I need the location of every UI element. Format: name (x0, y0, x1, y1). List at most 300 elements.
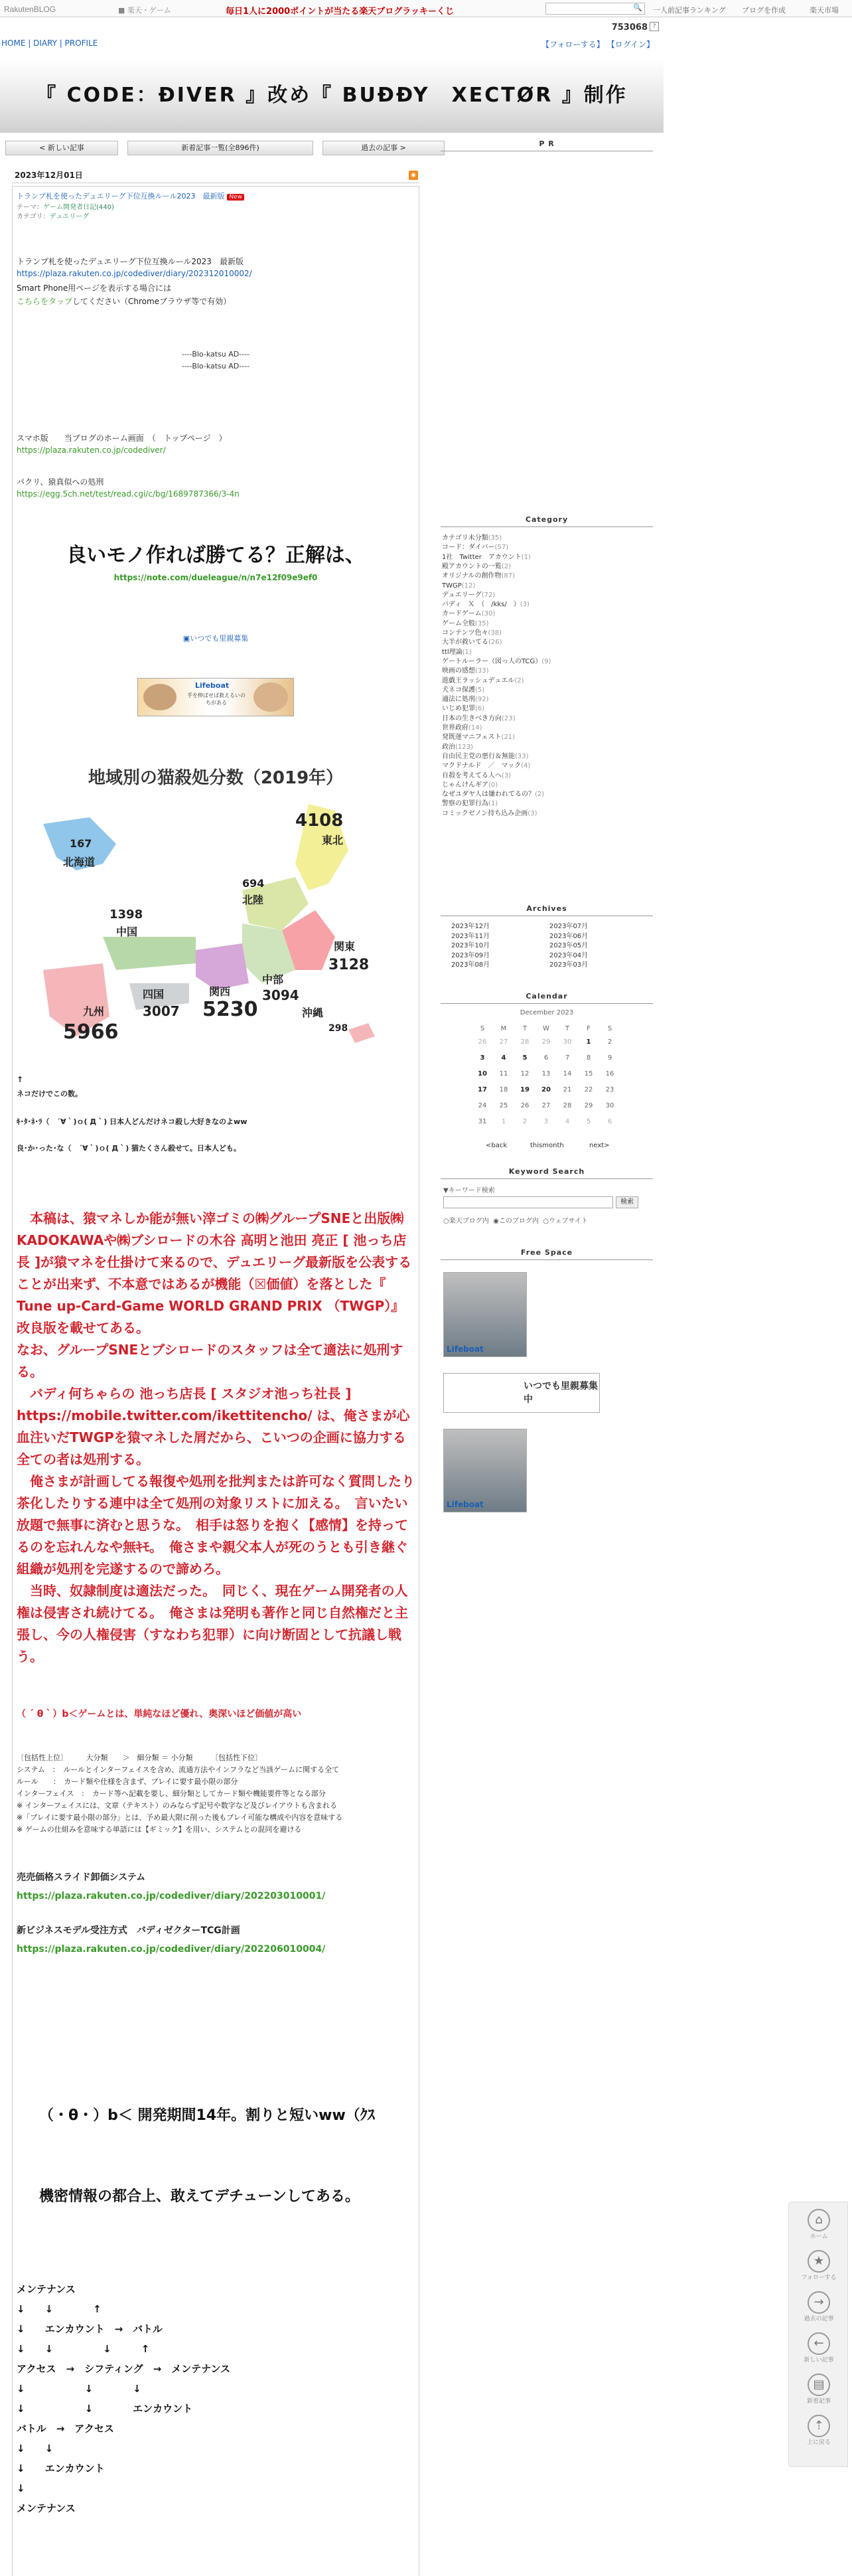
category-item[interactable] (442, 677, 653, 686)
flow-line: メンテナンス (17, 2502, 76, 2514)
calendar-day: 6 (607, 1118, 612, 1125)
calendar-day[interactable]: 4 (501, 1054, 506, 1062)
float-latest-label: 新着記事 (806, 2398, 831, 2405)
calendar-day[interactable]: 11 (499, 1070, 508, 1078)
category-name[interactable]: コミックゼノン持ち込み企画 (442, 809, 528, 817)
category-count: (2) (501, 562, 512, 570)
region-name-okinawa: 沖縄 (302, 1006, 324, 1019)
category-count: (33) (515, 752, 529, 760)
float-latest[interactable] (789, 2374, 849, 2405)
tap-link[interactable]: こちらをタップ (17, 297, 73, 306)
category-item[interactable] (442, 799, 653, 809)
archive-link[interactable]: 2023年11月 (451, 932, 490, 940)
calendar-day[interactable]: 28 (563, 1102, 572, 1109)
category-count: (2) (514, 677, 524, 684)
body-title: トランプ札を使ったデュエリーグ下位互換ルール2023 最新版 (17, 257, 244, 266)
free-space-heading: Free Space (441, 1247, 653, 1260)
biz-title: 新ビジネスモデル受注方式 バディゼクターTCG計画 (17, 1925, 240, 1936)
category-item[interactable] (442, 667, 653, 677)
ranking-link[interactable]: 一人前記事ランキング (653, 6, 726, 15)
category-count: (57) (494, 544, 509, 552)
region-name-kyushu: 九州 (83, 1005, 105, 1018)
category-name[interactable]: 自殺を考えてる人へ (442, 771, 502, 779)
cat-culling-map (17, 764, 415, 1063)
category-item[interactable] (442, 600, 653, 610)
create-blog-link[interactable]: ブログを作成 (742, 6, 786, 15)
logo-text: Rakuten (4, 5, 34, 14)
category-name[interactable]: マクドナルド ／ マック (442, 762, 522, 770)
post-list-button[interactable]: 新着記事一覧(全896件) (127, 141, 313, 155)
calendar-day[interactable]: 20 (541, 1086, 551, 1093)
category-count: (4) (521, 762, 531, 770)
archive-link[interactable]: 2023年07月 (549, 923, 589, 930)
calendar-day[interactable]: 10 (478, 1070, 487, 1078)
float-top[interactable] (789, 2415, 849, 2446)
category-count: (12) (461, 582, 476, 590)
lifeboat-banner[interactable] (137, 678, 294, 716)
category-name[interactable]: 警察の犯罪行為 (442, 800, 488, 808)
post-date-text: 2023年12月01日 (15, 171, 83, 180)
category-count: (9) (541, 657, 551, 665)
calendar-day: 30 (563, 1038, 572, 1046)
category-name[interactable]: 日本の生きべき方向 (442, 714, 502, 722)
follow-login-links[interactable]: 【フォローする】 【ログイン】 (541, 40, 655, 49)
definition-2: システム ： ルールとインターフェイスを含め、流通方法やインフラなど当該ゲームに関する全て (17, 1765, 340, 1774)
calendar-day: 28 (520, 1038, 530, 1046)
calendar-weekday: S (480, 1025, 485, 1032)
kitten-image-left (143, 684, 177, 710)
region-name-hokkaido: 北海道 (63, 856, 96, 868)
category-item[interactable] (442, 629, 653, 639)
flow-line: ↓ (17, 2482, 25, 2494)
region-value-hokuriku: 694 (242, 877, 265, 890)
category-count: (87) (501, 572, 516, 580)
category-item[interactable] (442, 591, 653, 601)
category-name[interactable]: 自由民主党の悪行＆無能 (442, 752, 515, 760)
float-older[interactable] (789, 2291, 849, 2322)
category-item[interactable] (442, 534, 653, 544)
category-count: (3) (520, 601, 530, 609)
float-newer[interactable] (789, 2332, 849, 2364)
category-item[interactable] (442, 714, 653, 724)
search-icon[interactable]: 🔍 (633, 3, 642, 12)
kitten-image-right (253, 683, 288, 712)
calendar-next[interactable]: next> (589, 1142, 610, 1149)
theme-link[interactable]: ゲーム開発者日記(440) (43, 204, 114, 211)
calendar-day[interactable]: 2 (607, 1038, 612, 1046)
top-search-input[interactable] (545, 3, 645, 15)
category-name[interactable]: デュエリーグ (442, 591, 482, 599)
region-name-kanto: 関東 (334, 940, 356, 953)
category-name[interactable]: カードゲーム (442, 610, 482, 618)
calendar-day[interactable]: 13 (541, 1070, 551, 1078)
sales-title: 売売価格スライド卸価システム (17, 1872, 146, 1883)
calendar-back[interactable]: <back (486, 1142, 508, 1149)
category-heading: Category (441, 514, 653, 527)
category-count: (5) (475, 686, 485, 694)
category-count: (38) (488, 629, 502, 637)
flow-line: アクセス → シフティング → メンテナンス (17, 2363, 230, 2375)
lifeboat-text: 手を伸ばせば救えるいのちがある (187, 692, 246, 706)
category-count: (1) (462, 648, 472, 656)
adoption-banner-sidebar[interactable] (443, 1373, 600, 1413)
calendar-day[interactable]: 15 (584, 1070, 593, 1078)
category-count: (21) (501, 734, 516, 742)
ichiba-link[interactable]: 楽天市場 (810, 6, 839, 15)
tap-line (17, 295, 231, 307)
category-name[interactable]: 犬ネコ保護 (442, 686, 475, 694)
calendar-day[interactable]: 12 (520, 1070, 530, 1078)
lifeboat-image-label-1: Lifeboat (447, 1344, 484, 1354)
arrow-right-icon: → (808, 2291, 830, 2314)
flow-line: ↓ ↓ ↓ ↑ (17, 2343, 150, 2355)
radio-web-label: ウェブサイト (548, 1218, 588, 1225)
url-link-1[interactable]: https://plaza.rakuten.co.jp/codediver/diary/202312010002/ (17, 269, 252, 278)
calendar-day: 2 (522, 1118, 528, 1125)
logo-sub: BLOG (33, 5, 56, 14)
category-name[interactable]: 世界政府 (442, 724, 468, 732)
category-count: (0) (488, 781, 498, 789)
calendar-day: 4 (565, 1118, 570, 1125)
calendar-day: 3 (543, 1118, 549, 1125)
calendar-day[interactable]: 26 (520, 1102, 530, 1109)
float-follow-label: フォローする (801, 2275, 837, 2281)
calendar-day[interactable]: 8 (586, 1054, 591, 1062)
category-count: (2) (535, 791, 545, 799)
calendar-day[interactable]: 18 (499, 1086, 508, 1093)
definition-block (17, 1752, 415, 1836)
lifeboat-label: Lifeboat (195, 681, 230, 690)
archive-link[interactable]: 2023年12月 (451, 923, 490, 930)
archive-link[interactable]: 2023年05月 (549, 942, 589, 949)
category-count: (30) (481, 610, 496, 618)
calendar-day[interactable]: 30 (605, 1102, 614, 1109)
calendar-day[interactable]: 3 (480, 1054, 485, 1062)
category-item[interactable] (442, 809, 653, 819)
float-follow[interactable] (789, 2250, 849, 2281)
top-nav-link[interactable]: ■ 楽天・ゲーム (118, 6, 171, 15)
lifeboat-cat-image-2[interactable] (443, 1429, 527, 1512)
older-post-button[interactable]: 過去の記事 > (322, 141, 445, 155)
category-item[interactable] (442, 619, 653, 629)
flow-line: バトル → アクセス (17, 2423, 114, 2435)
category-item[interactable] (442, 752, 653, 762)
blog-title[interactable]: 『 CODE：ÐIVER 』改め『 BUÐÐY XECTØR 』制作 (36, 84, 628, 107)
radio-web[interactable]: ○ (543, 1218, 549, 1225)
region-value-kyushu: 5966 (63, 1020, 119, 1044)
calendar-day: 1 (501, 1118, 506, 1125)
map-title: 地域別の猫殺処分数（2019年） (88, 768, 344, 788)
category-item[interactable] (442, 743, 653, 753)
region-name-kansai: 関西 (209, 985, 231, 998)
newer-post-button[interactable]: < 新しい記事 (5, 141, 118, 155)
broken-image-icon: ▣ (182, 634, 190, 643)
statement-para-3: バディ何ちゃらの 池っち店長 [ スタジオ池っち社長 ] https://mobile.twitter.com/ikettitencho/ は、俺さまが心血注いだTWGPを猿マネした屑だから、こいつの企画に協力する全ての者は処刑する。 (17, 1386, 410, 1467)
category-count: (14) (468, 724, 482, 732)
calendar-weekday: T (565, 1025, 570, 1032)
region-value-kanto: 3128 (328, 957, 370, 973)
definition-4: インターフェイス ： カード等へ記載を要し、細分類としてカード類や機能要件等となる部分 (17, 1789, 326, 1798)
url-link-2[interactable]: https://plaza.rakuten.co.jp/codediver/ (17, 445, 166, 455)
category-item[interactable] (442, 648, 653, 658)
biz-url[interactable]: https://plaza.rakuten.co.jp/codediver/diary/202206010004/ (17, 1944, 326, 1955)
breadcrumb[interactable]: HOME | DIARY | PROFILE (1, 39, 98, 48)
ad-line-1: ----Blo-katsu AD---- (181, 350, 250, 359)
category-name[interactable]: オリジナルの創作物 (442, 572, 502, 580)
region-name-chubu: 中部 (262, 973, 284, 986)
radio-this-blog-label: このブログ内 (498, 1218, 539, 1225)
game-quote: （ ´ θ｀）b＜ゲームとは、単純なほど優れ、奥深いほど価値が高い (17, 1709, 302, 1720)
category-name[interactable]: ゲートルーラー（図っ人のTCG） (442, 657, 542, 665)
promo-link[interactable]: 毎日1人に2000ポイントが当たる楽天ブログラッキーくじ (226, 7, 454, 17)
category-count: (23) (502, 714, 516, 722)
calendar-weekday: T (522, 1025, 528, 1032)
category-item[interactable] (442, 724, 653, 734)
category-item[interactable] (442, 553, 653, 563)
category-name[interactable]: 遊戯王ラッシュデュエル (442, 677, 515, 684)
pr-heading: P R (441, 138, 653, 151)
radio-this-blog[interactable]: ◉ (493, 1218, 499, 1225)
adoption-banner-link[interactable] (13, 633, 419, 643)
category-name[interactable]: カテゴリ未分類 (442, 534, 488, 542)
calendar-weekday: F (587, 1025, 591, 1032)
calendar-day[interactable]: 1 (586, 1038, 591, 1046)
archive-link[interactable]: 2023年06月 (549, 932, 589, 940)
definition-6: ※「プレイに要す最小限の部分」とは、予め最大限に削った後もプレイ可能な構成や内容を意味する (17, 1813, 343, 1822)
category-item[interactable] (442, 572, 653, 582)
calendar-day[interactable]: 9 (607, 1054, 612, 1062)
category-count: (92) (475, 696, 489, 704)
tap-suffix: してください（Chromeブラウザ等で有効） (72, 297, 232, 306)
category-name[interactable]: 殿アカウントの一覧 (442, 562, 502, 570)
document-icon: ▤ (808, 2374, 830, 2396)
post-body (12, 186, 419, 2576)
flow-line: メンテナンス (17, 2283, 76, 2295)
archive-link[interactable]: 2023年10月 (451, 942, 490, 949)
flow-line: ↓ ↓ ↑ (17, 2303, 102, 2315)
keyword-heading: Keyword Search (441, 1166, 653, 1179)
category-name[interactable]: じゃんけんギア (442, 781, 488, 789)
flow-line: ↓ エンカウント → バトル (17, 2323, 163, 2335)
category-name[interactable]: コンテンツ色々 (442, 629, 488, 637)
ad-block (13, 349, 419, 372)
top-bar (0, 0, 852, 17)
calendar-day: 27 (499, 1038, 508, 1046)
search-scope-radios (443, 1215, 588, 1225)
arrow-left-icon: ← (808, 2332, 830, 2355)
region-value-chubu: 3094 (262, 987, 299, 1003)
category-count: (33) (475, 667, 489, 675)
access-counter: 753068 (611, 23, 648, 33)
category-count: (123) (455, 743, 473, 751)
post-title-text[interactable]: トランプ札を使ったデュエリーグ下位互換ルール2023 最新版 (17, 192, 225, 201)
flow-line: ↓ ↓ エンカウント (17, 2403, 193, 2415)
calendar-day[interactable]: 29 (584, 1102, 593, 1109)
category-count: (72) (481, 591, 496, 599)
post-title[interactable] (17, 191, 244, 201)
float-home-label: ホーム (810, 2233, 828, 2240)
chugoku-shape (103, 937, 196, 970)
banner-alt-text[interactable]: いつでも里親募集 (190, 634, 249, 643)
region-name-hokuriku: 北陸 (242, 894, 264, 906)
category-item[interactable] (442, 638, 653, 648)
adoption-caption: いつでも里親募集中 (524, 1381, 598, 1405)
calendar-day[interactable]: 31 (478, 1118, 487, 1125)
calendar-day[interactable]: 16 (605, 1070, 614, 1078)
note-link[interactable]: https://note.com/dueleague/n/n7e12f09e9ef0 (113, 573, 318, 582)
category-name[interactable]: 1社 Twitter アカウント (442, 553, 522, 561)
definition-1: 〔包括性上位〕 大分類 ＞ 細分類 ＝ 小分類 〔包括性下位〕 (17, 1753, 262, 1762)
category-count: (35) (488, 534, 502, 542)
region-name-chugoku: 中国 (116, 926, 138, 938)
flow-line: ↓ ↓ (17, 2443, 54, 2455)
region-value-hokkaido: 167 (70, 837, 92, 850)
definition-3: ルール ： カード類や仕様を含まず、プレイに要す最小限の部分 (17, 1777, 238, 1786)
float-home[interactable] (789, 2209, 849, 2240)
category-item[interactable] (442, 582, 653, 592)
category-name[interactable]: 政治 (442, 743, 455, 751)
calendar-day: 26 (478, 1038, 487, 1046)
category-name[interactable]: 適法に処刑 (442, 696, 475, 704)
region-name-shikoku: 四国 (143, 988, 165, 1001)
calendar-day[interactable]: 25 (499, 1102, 508, 1109)
calendar-month: December 2023 (520, 1009, 574, 1016)
category-item[interactable] (442, 657, 653, 667)
archive-link[interactable]: 2023年04月 (549, 951, 589, 959)
url-link-3[interactable]: https://egg.5ch.net/test/read.cgi/c/bg/1689787366/3-4n (17, 489, 240, 499)
statement-para-5: 当時、奴隷制度は適法だった。 同じく、現在ゲーム開発者の人権は侵害され続けてる。 俺さまは発明も著作と同じ自然権だと主張し、今の人権侵害（すなわち犯罪）に向け断固として抗議し戦う。 (17, 1583, 408, 1664)
category-name[interactable]: コード：ダイバー (442, 544, 495, 552)
big-title: 良いモノ作れば勝てる？正解は、 (66, 544, 365, 567)
calendar-weekday: S (607, 1025, 612, 1032)
calendar-thismonth[interactable]: thismonth (530, 1142, 564, 1149)
category-count: (35) (475, 619, 489, 627)
calendar-day: 29 (541, 1038, 551, 1046)
new-badge: New (227, 194, 244, 201)
star-icon: ★ (808, 2250, 830, 2273)
region-value-chugoku: 1398 (109, 908, 143, 922)
arrow-up-icon: ⇡ (808, 2415, 830, 2437)
radio-rakuten[interactable]: ○ (443, 1218, 449, 1225)
archive-link[interactable]: 2023年09月 (451, 951, 490, 959)
calendar-day[interactable]: 14 (563, 1070, 572, 1078)
comment-line-2: ｷ･ﾀ･ﾈ･ﾗ（ ´∀｀)ｏ( Д｀) 日本人どんだけネコ殺し大好きなのよww (17, 1117, 248, 1126)
category-name[interactable]: ゲーム全般 (442, 619, 475, 627)
category-item[interactable] (442, 562, 653, 572)
calendar-weekday: W (543, 1025, 549, 1032)
calendar-day[interactable]: 23 (605, 1086, 614, 1093)
calendar-weekday: M (500, 1025, 507, 1032)
ad-line-2: ----Blo-katsu AD---- (181, 362, 250, 370)
category-name[interactable]: 映画の感想 (442, 667, 475, 675)
rakuten-logo[interactable] (4, 3, 56, 14)
counter-info-icon[interactable]: ? (650, 22, 659, 31)
definition-5: ※ インターフェイスには、文章（テキスト）のみならず記号や数字など及びレイアウトも含まれる (17, 1801, 337, 1810)
category-item[interactable] (442, 762, 653, 771)
keyword-input[interactable] (443, 1196, 613, 1208)
category-item[interactable] (442, 771, 653, 781)
category-name[interactable]: 大半が救いてる (442, 639, 488, 647)
post-theme (17, 201, 114, 211)
calendar-day[interactable]: 19 (520, 1086, 530, 1093)
category-name[interactable]: 発既運マニフェスト (442, 734, 502, 742)
sp-home-text: スマホ版 当ブログのホーム画面 （ トップページ ） (17, 434, 227, 443)
rss-icon[interactable]: ◉ (409, 171, 418, 180)
category-item[interactable] (442, 686, 653, 696)
category-link[interactable]: デュエリーグ (49, 213, 90, 220)
pakuri-text: パクリ、猿真似への処刑 (17, 477, 104, 487)
sales-url[interactable]: https://plaza.rakuten.co.jp/codediver/diary/202203010001/ (17, 1891, 326, 1901)
category-name[interactable]: いじめ犯罪 (442, 705, 475, 713)
float-older-label: 過去の記事 (804, 2316, 834, 2322)
archives-heading: Archives (441, 903, 653, 916)
calendar-day[interactable]: 27 (541, 1102, 551, 1109)
theme-label: テーマ： (17, 204, 43, 211)
category-item[interactable] (442, 733, 653, 743)
category-count: (1) (488, 800, 498, 808)
category-name[interactable]: ttl理論 (442, 648, 462, 656)
post-category (17, 210, 89, 220)
category-count: (3) (528, 809, 537, 817)
search-button[interactable]: 検索 (616, 1196, 638, 1208)
post-date (12, 169, 419, 183)
category-item[interactable] (442, 781, 653, 791)
region-value-okinawa: 298 (328, 1023, 348, 1034)
header-banner (0, 60, 664, 133)
category-count: (6) (475, 705, 485, 713)
statement-para-2: なお、グループSNEとブシロードのスタッフは全て適法に処刑する。 (17, 1342, 403, 1380)
flow-line: ↓ ↓ ↓ (17, 2383, 141, 2395)
comment-line-3: 良･か･った･な（ ´∀｀)ｏ( Д｀) 猫たくさん殺せて。日本人ども。 (17, 1144, 241, 1153)
region-value-kansai: 5230 (202, 998, 258, 1021)
definition-7: ※ ゲームの仕組みを意味する単語には【ギミック】を用い、システムとの混同を避ける (17, 1825, 302, 1834)
archive-link[interactable]: 2023年03月 (549, 961, 589, 969)
arrow-up: ↑ (17, 1075, 24, 1084)
category-item[interactable] (442, 790, 653, 800)
category-item[interactable] (442, 543, 653, 553)
category-name[interactable]: バディ Ｘ （ /kks/ ） (442, 601, 520, 609)
category-count: (26) (488, 639, 502, 647)
archive-link[interactable]: 2023年08月 (451, 961, 490, 969)
category-item[interactable] (442, 704, 653, 714)
calendar-day[interactable]: 17 (478, 1086, 487, 1093)
calendar-day[interactable]: 24 (478, 1102, 487, 1109)
region-name-tohoku: 東北 (322, 834, 344, 846)
category-name[interactable]: なぜユダヤ人は嫌われてるの？ (442, 791, 535, 799)
flow-chart-text (17, 2279, 415, 2518)
calendar-day[interactable]: 5 (522, 1054, 528, 1062)
radio-rakuten-label: 楽天ブログ内 (449, 1218, 489, 1225)
neko-line: ネコだけでこの数。 (17, 1089, 82, 1098)
calendar-day[interactable]: 22 (584, 1086, 593, 1093)
category-name[interactable]: TWGP (442, 582, 462, 590)
category-item[interactable] (442, 695, 653, 705)
category-label: カテゴリ： (17, 213, 50, 220)
calendar-day[interactable]: 6 (543, 1054, 549, 1062)
category-count: (3) (502, 771, 512, 779)
region-value-shikoku: 3007 (143, 1003, 180, 1019)
statement-block (17, 1208, 415, 1668)
lifeboat-cat-image-1[interactable] (443, 1272, 527, 1357)
float-newer-label: 新しい記事 (804, 2357, 834, 2364)
detune-line: 機密情報の都合上、敢えてデチューンしてある。 (39, 2188, 360, 2205)
dev-period-line: （・θ・）b＜ 開発期間14年。割りと短いww（ｸｽ (39, 2107, 375, 2124)
smartphone-note: Smart Phone用ページを表示する場合には (17, 283, 172, 293)
home-icon: ⌂ (808, 2209, 830, 2231)
category-item[interactable] (442, 609, 653, 619)
calendar-day[interactable]: 7 (565, 1054, 570, 1062)
calendar-day[interactable]: 21 (563, 1086, 572, 1093)
